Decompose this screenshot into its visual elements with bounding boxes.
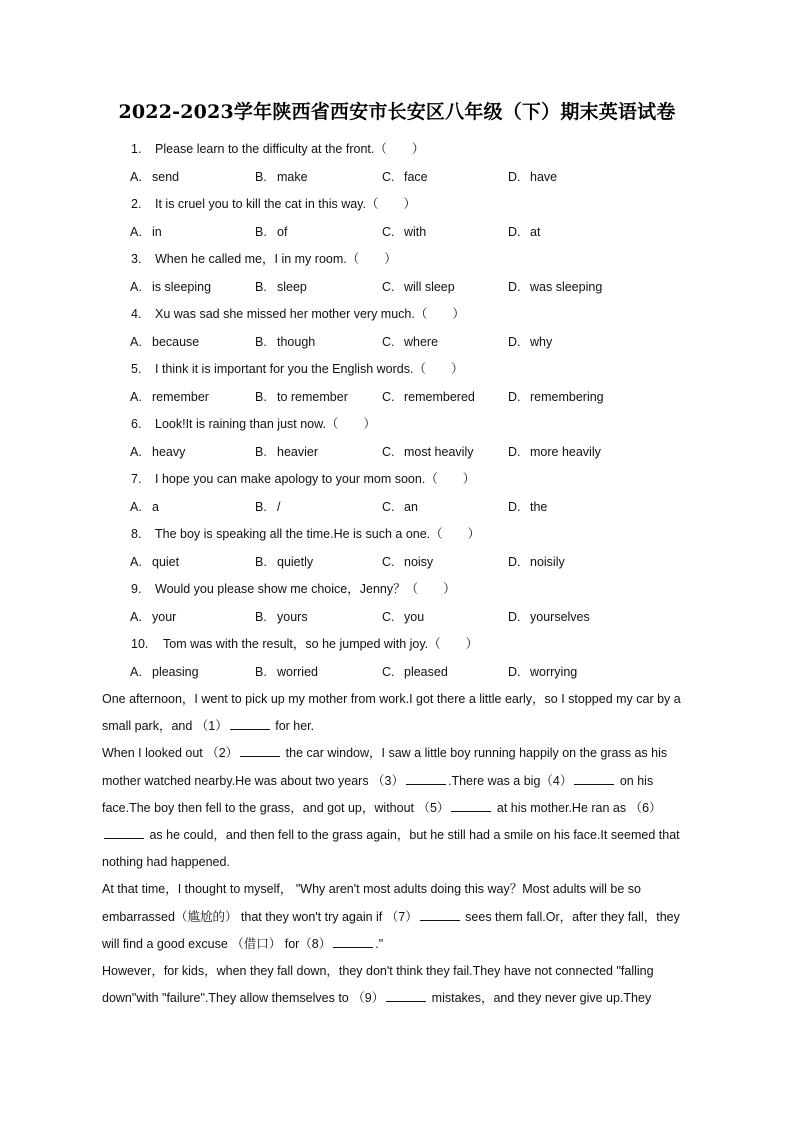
- option-c[interactable]: C. most heavily: [382, 444, 474, 459]
- option-d[interactable]: D. have: [508, 169, 558, 184]
- question-list: [0, 136, 794, 686]
- passage-paragraph: One afternoon，I went to pick up my mother from work.I got there a little early，so I stopped my car by a small park，and （1） for her.: [102, 692, 681, 734]
- option-d[interactable]: D. yourselves: [508, 609, 590, 624]
- option-row: [0, 329, 794, 357]
- question-stem: [0, 631, 794, 659]
- option-b[interactable]: B. yours: [255, 609, 308, 624]
- question-text: I hope you can make apology to your mom soon.（ ）: [155, 472, 476, 486]
- question-number: 5.: [131, 362, 142, 376]
- question-stem: [0, 576, 794, 604]
- question-number: 8.: [131, 527, 142, 541]
- blank-2[interactable]: [240, 744, 280, 757]
- blank-3[interactable]: [406, 772, 446, 785]
- option-b[interactable]: B. though: [255, 334, 316, 349]
- question-stem: [0, 191, 794, 219]
- option-b[interactable]: B. worried: [255, 664, 318, 679]
- blank-4[interactable]: [574, 772, 614, 785]
- blank-1[interactable]: [230, 717, 270, 730]
- question-stem: [0, 356, 794, 384]
- question-text: Xu was sad she missed her mother very much.（ ）: [155, 307, 465, 321]
- option-row: [0, 659, 794, 687]
- option-d[interactable]: D. worrying: [508, 664, 578, 679]
- option-d[interactable]: D. noisily: [508, 554, 565, 569]
- option-b[interactable]: B. of: [255, 224, 288, 239]
- option-d[interactable]: D. why: [508, 334, 553, 349]
- question-number: 4.: [131, 307, 142, 321]
- option-row: [0, 549, 794, 577]
- question-text: Would you please show me choice，Jenny？（ ）: [155, 582, 456, 596]
- option-a[interactable]: A. is sleeping: [130, 279, 212, 294]
- option-row: [0, 494, 794, 522]
- option-d[interactable]: D. at: [508, 224, 541, 239]
- option-row: [0, 164, 794, 192]
- option-a[interactable]: A. heavy: [130, 444, 186, 459]
- option-c[interactable]: C. noisy: [382, 554, 434, 569]
- option-row: [0, 384, 794, 412]
- question-number: 3.: [131, 252, 142, 266]
- option-c[interactable]: C. pleased: [382, 664, 448, 679]
- question-number: 2.: [131, 197, 142, 211]
- option-b[interactable]: B. to remember: [255, 389, 348, 404]
- blank-6[interactable]: [104, 826, 144, 839]
- question-stem: [0, 301, 794, 329]
- option-c[interactable]: C. you: [382, 609, 425, 624]
- option-a[interactable]: A. your: [130, 609, 177, 624]
- question-stem: [0, 246, 794, 274]
- option-d[interactable]: D. more heavily: [508, 444, 601, 459]
- question-number: 6.: [131, 417, 142, 431]
- question-text: It is cruel you to kill the cat in this way.（ ）: [155, 197, 416, 211]
- option-d[interactable]: D. the: [508, 499, 548, 514]
- option-b[interactable]: B. make: [255, 169, 308, 184]
- option-c[interactable]: C. remembered: [382, 389, 475, 404]
- option-c[interactable]: C. where: [382, 334, 439, 349]
- option-row: [0, 439, 794, 467]
- option-a[interactable]: A. pleasing: [130, 664, 199, 679]
- option-c[interactable]: C. will sleep: [382, 279, 455, 294]
- option-b[interactable]: B. sleep: [255, 279, 307, 294]
- option-row: [0, 219, 794, 247]
- option-a[interactable]: A. in: [130, 224, 162, 239]
- question-number: 1.: [131, 142, 142, 156]
- option-a[interactable]: A. remember: [130, 389, 209, 404]
- option-c[interactable]: C. an: [382, 499, 418, 514]
- option-d[interactable]: D. was sleeping: [508, 279, 603, 294]
- option-c[interactable]: C. face: [382, 169, 428, 184]
- question-text: When he called me，I in my room.（ ）: [155, 252, 397, 266]
- option-b[interactable]: B. quietly: [255, 554, 314, 569]
- blank-5[interactable]: [451, 799, 491, 812]
- option-a[interactable]: A. because: [130, 334, 200, 349]
- question-text: The boy is speaking all the time.He is such a one.（ ）: [155, 527, 481, 541]
- option-row: [0, 604, 794, 632]
- question-stem: [0, 466, 794, 494]
- question-text: Please learn to the difficulty at the front.（ ）: [155, 142, 425, 156]
- exam-title: 2022-2023学年陕西省西安市长安区八年级（下）期末英语试卷: [118, 101, 676, 123]
- option-c[interactable]: C. with: [382, 224, 427, 239]
- passage-paragraph: However，for kids，when they fall down，they don't think they fail.They have not connected "falling down"with "failure".They allow themselves to （9） mistakes，and they never give up.They: [102, 964, 654, 1006]
- option-d[interactable]: D. remembering: [508, 389, 604, 404]
- option-a[interactable]: A. send: [130, 169, 180, 184]
- question-text: I think it is important for you the English words.（ ）: [155, 362, 464, 376]
- option-b[interactable]: B. /: [255, 499, 281, 514]
- option-row: [0, 274, 794, 302]
- question-stem: [0, 521, 794, 549]
- cloze-passage: [102, 686, 694, 1012]
- option-b[interactable]: B. heavier: [255, 444, 318, 459]
- passage-paragraph: When I looked out （2） the car window，I saw a little boy running happily on the grass as his mother watched nearby.He was about two years （3） .There was a big（4） on his face.The boy then fell to the grass，and got up，without （5） at his mother.He ran as （6） as he could，and then fell to the grass again，but he still had a smile on his face.It seemed that nothing had happened.: [102, 746, 680, 870]
- option-a[interactable]: A. a: [130, 499, 159, 514]
- question-stem: [0, 411, 794, 439]
- blank-7[interactable]: [420, 908, 460, 921]
- question-text: Tom was with the result，so he jumped with joy.（ ）: [163, 637, 479, 651]
- question-number: 7.: [131, 472, 142, 486]
- question-number: 9.: [131, 582, 142, 596]
- blank-8[interactable]: [333, 935, 373, 948]
- question-number: 10.: [131, 637, 149, 651]
- option-a[interactable]: A. quiet: [130, 554, 180, 569]
- passage-paragraph: At that time，I thought to myself， "Why aren't most adults doing this way？Most adults will be so embarrassed（尴尬的） that they won't try again if （7） sees them fall.Or，after they fall，they will find a good excuse （借口） for（8） .": [102, 882, 680, 951]
- blank-9[interactable]: [386, 989, 426, 1002]
- question-text: Look!It is raining than just now.（ ）: [155, 417, 376, 431]
- question-stem: [0, 136, 794, 164]
